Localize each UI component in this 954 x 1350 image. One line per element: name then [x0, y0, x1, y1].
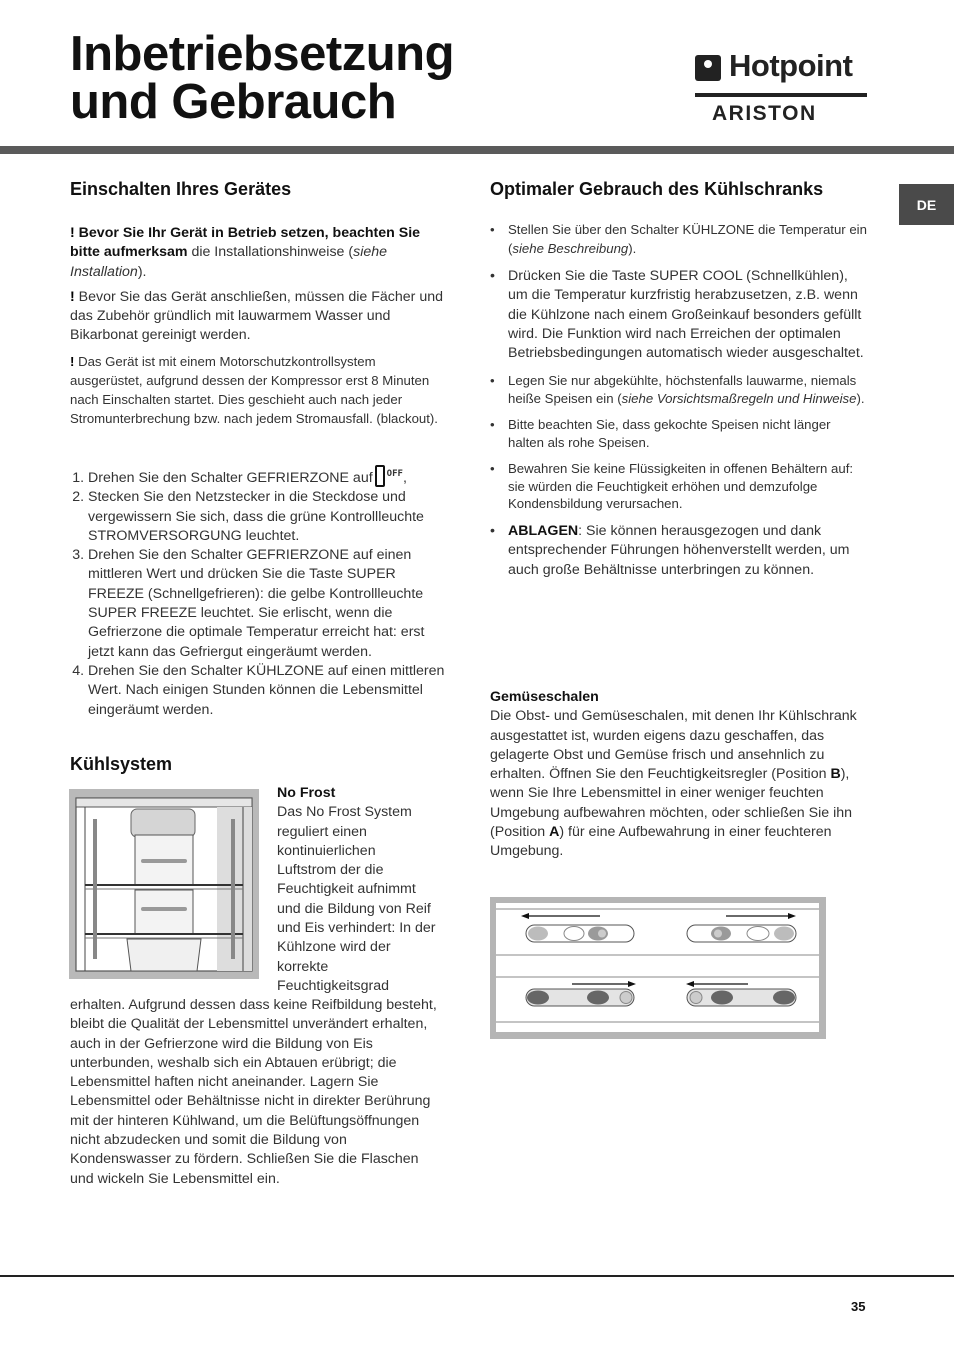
fridge-interior-illustration — [69, 789, 259, 979]
bullet-4: • Bitte beachten Sie, dass gekochte Speisen nicht länger halten als rohe Speisen. — [490, 416, 870, 451]
language-tab: DE — [899, 184, 954, 225]
warning-2: ! Bevor Sie das Gerät anschließen, müssen die Fächer und das Zubehör gründlich mit lauwarmem Wasser und Bikarbonat gereinigt werden. — [70, 288, 444, 344]
step-4: 4. Drehen Sie den Schalter KÜHLZONE auf einen mittleren Wert. Nach einigen Stunden können die Lebensmittel eingeräumt werden. — [88, 662, 445, 720]
step-2: 2. Stecken Sie den Netzstecker in die Steckdose und vergewissern Sie sich, dass die grüne Kontrollleuchte STROMVERSORGUNG leuchtet. — [88, 488, 445, 546]
page-number: 35 — [851, 1299, 866, 1314]
gemueseschalen-title: Gemüseschalen — [490, 689, 599, 705]
title-line-2: und Gebrauch — [70, 75, 397, 129]
off-switch-icon — [375, 465, 385, 487]
bullet-2: • Drücken Sie die Taste SUPER COOL (Schnellkühlen), um die Temperatur kurzfristig herabzusetzen, z.B. wenn die Kühlzone nach einem Großeinkauf besonders gefüllt wird. Die Funktion wird nach Erreichen der optimalen Betriebsbedingungen automatisch wieder ausgeschaltet. — [490, 267, 870, 363]
header-divider — [0, 146, 954, 154]
nofrost-line: und die Bildung von Reif — [277, 900, 431, 917]
nofrost-line: Feuchtigkeit aufnimmt — [277, 881, 416, 898]
bullet-3: • Legen Sie nur abgekühlte, höchstenfalls lauwarme, niemals heiße Speisen ein (siehe Vorsichtsmaßregeln und Hinweise). — [490, 372, 870, 407]
hotpoint-logo-icon — [695, 55, 721, 81]
nofrost-line: und Eis verhindert: In der — [277, 920, 436, 937]
step-3: 3. Drehen Sie den Schalter GEFRIERZONE auf einen mittleren Wert und drücken Sie die Taste SUPER FREEZE (Schnellgefrieren): die gelbe Kontrollleuchte SUPER FREEZE leuchtet. Sie erlischt, wenn die Gefrierzone die optimale Temperatur erreicht hat: erst jetzt kann das Gefriergut eingeräumt werden. — [88, 546, 445, 662]
gemueseschalen-section — [490, 688, 870, 862]
nofrost-line: korrekte — [277, 958, 329, 975]
humidity-regulator-illustration — [490, 897, 826, 1039]
bullet-5: • Bewahren Sie keine Flüssigkeiten in offenen Behältern auf: sie würden die Feuchtigkeit erhöhen und demzufolge Kondensbildung verursachen. — [490, 460, 870, 513]
nofrost-line: Kühlzone wird der — [277, 939, 391, 956]
heading-kuehlsystem: Kühlsystem — [70, 754, 173, 774]
brand-top: Hotpoint — [729, 48, 853, 83]
footer-divider — [0, 1275, 954, 1277]
title-line-1: Inbetriebsetzung — [70, 27, 455, 81]
nofrost-title: No Frost — [277, 785, 336, 801]
nofrost-body: erhalten. Aufgrund dessen dass keine Reifbildung besteht, bleibt die Qualität der Lebensmittel unverändert erhalten, auch in der Gefrierzone wird die Bildung von Eis unterbunden, weshalb sich ein Abtauen erübrigt; die Lebensmittel haften nicht aneinander. Lagern Sie Lebensmittel oder Behältnisse nicht in direkter Berührung mit der hinteren Kühlwand, um die Belüftungsöffnungen nicht abzudecken und somit die Bildung von Kondenswasser zu fördern. Schließen Sie die Flaschen und wickeln Sie Lebensmittel ein. — [70, 997, 437, 1187]
heading-einschalten: Einschalten Ihres Gerätes — [70, 179, 292, 199]
steps-list — [70, 465, 445, 720]
nofrost-line: reguliert einen — [277, 823, 367, 840]
nofrost-line: kontinuierlichen — [277, 842, 376, 859]
brand-bottom: ARISTON — [712, 102, 817, 125]
warning-1: ! Bevor Sie Ihr Gerät in Betrieb setzen, beachten Sie bitte aufmerksam die Installationshinweise (siehe Installation). — [70, 225, 421, 280]
warning-3: ! Das Gerät ist mit einem Motorschutzkontrollsystem ausgerüstet, aufgrund dessen der Kompressor erst 8 Minuten nach Einschalten startet. Dies geschieht auch nach jeder Stromunterbrechung bzw. nach jedem Stromausfall. (blackout). — [70, 353, 438, 426]
bullet-6: • ABLAGEN: Sie können herausgezogen und dank entsprechender Führungen höhenverstellt werden, um auch große Behältnisse unterbringen zu können. — [490, 522, 870, 580]
nofrost-line: Das No Frost System — [277, 804, 412, 821]
nofrost-line: Luftstrom der die — [277, 862, 384, 879]
step-1: 1. Drehen Sie den Schalter GEFRIERZONE auf $^{OFF}$, — [88, 465, 445, 488]
gemueseschalen-text: Die Obst- und Gemüseschalen, mit denen Ihr Kühlschrank ausgestattet ist, wurden eigens dazu geschaffen, das gelagerte Obst und Gemüse frisch und ansehnlich zu erhalten. Öffnen Sie den Feuchtigkeitsregler (Position B), wenn Sie Ihre Lebensmittel in einer weniger feuchten Umgebung aufbewahren möchten, oder schließen Sie ihn (Position A) für eine Aufbewahrung in einer feuchteren Umgebung. — [490, 708, 857, 860]
warnings — [70, 224, 445, 434]
nofrost-intro — [277, 784, 452, 996]
nofrost-column-text — [277, 803, 452, 996]
usage-bullets — [490, 220, 870, 589]
nofrost-line: Feuchtigkeitsgrad — [277, 977, 389, 994]
bullet-1: • Stellen Sie über den Schalter KÜHLZONE die Temperatur ein (siehe Beschreibung). — [490, 220, 870, 258]
heading-optimaler-gebrauch: Optimaler Gebrauch des Kühlschranks — [490, 179, 824, 199]
page-title — [70, 27, 455, 129]
logo-divider — [695, 93, 867, 97]
